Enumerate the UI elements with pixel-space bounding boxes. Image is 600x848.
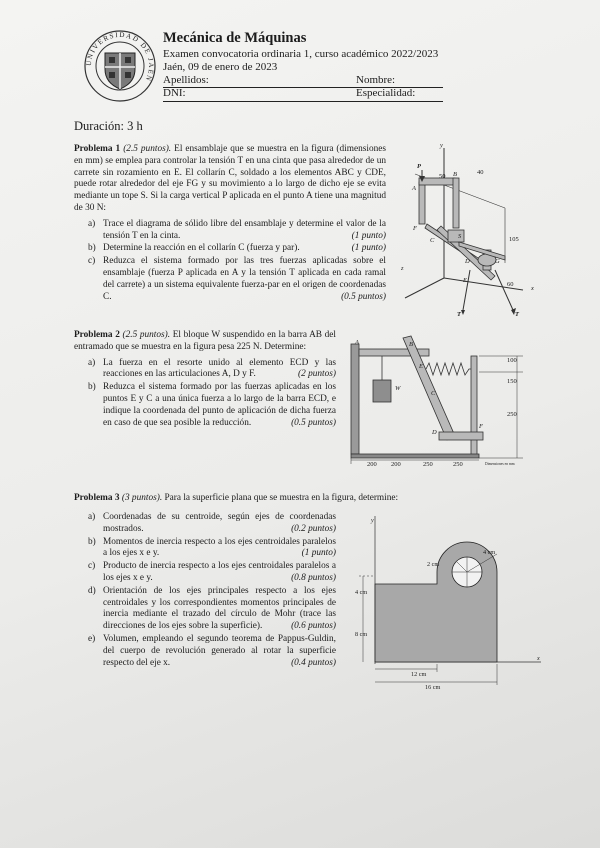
item-letter: c): [88, 561, 96, 572]
p2-dims-note: Dimensiones en mm: [485, 462, 515, 466]
p1-figure: [395, 138, 537, 318]
p1-item-c: [88, 256, 386, 303]
item-points: (0.2 puntos): [291, 523, 336, 534]
item-letter: b): [88, 243, 96, 254]
item-points: (1 punto): [301, 548, 336, 559]
item-text: Orientación de los ejes principales respecto a los ejes centroidales y los correspondientes momentos principales de inercia mediante el trazado del círculo de Mohr (trace las direcciones de los ejes sobre la superficie).: [103, 585, 336, 632]
item-letter: a): [88, 512, 96, 522]
p2-dim-200a: 200: [367, 461, 377, 468]
p1-dim-105: 105: [509, 236, 519, 243]
p1-dim-50: 50: [439, 173, 446, 180]
p2-items: [74, 358, 336, 430]
p2-item-a: [88, 358, 336, 382]
item-letter: b): [88, 536, 96, 547]
p3-item-c: [88, 561, 336, 585]
p1-points: (2.5 puntos).: [123, 144, 172, 154]
p2-points: (2.5 puntos).: [122, 330, 171, 340]
p2-figure: [343, 332, 538, 472]
problem-3: [74, 493, 474, 505]
p1-label: Problema 1: [74, 144, 121, 154]
p1-label-E: E: [463, 277, 467, 284]
problem-1: [74, 144, 386, 304]
p1-label-B: B: [453, 171, 457, 178]
p3-figure: [345, 512, 545, 694]
item-text: Reduzca el sistema formado por las tres fuerzas aplicadas sobre el ensamblaje (fuerza P aplicada en A y la tensión T aplicada en cada ramal del carrete) a un sistema equivalente fuerza-par en el origen de coordenadas C.: [103, 256, 386, 302]
item-text: Trace el diagrama de sólido libre del ensamblaje y determine el valor de la tensión T en la cinta.: [103, 218, 386, 241]
p2-dim-100: 100: [507, 357, 517, 364]
item-text: Reduzca el sistema formado por las fuerzas aplicadas en los puntos E y C a una única fuerza a lo largo de la barra ECD, e indique la coordenada del punto de aplicación de dicha fuerza en caso de que sea posible la reducción.: [103, 382, 336, 428]
item-points: (0.5 puntos): [291, 417, 336, 428]
p1-dim-60: 60: [507, 281, 514, 288]
nombre-label: Nombre:: [356, 74, 396, 86]
p3-dim-r2: 2 cm: [427, 561, 440, 568]
item-text: Producto de inercia respecto a los ejes centroidales paralelos a los ejes x e y.: [103, 561, 336, 583]
p1-axis-z: z: [401, 265, 404, 272]
item-letter: b): [88, 382, 96, 393]
p1-label-D: D: [465, 258, 470, 265]
seal-text: UNIVERSIDAD DE JAÉN: [84, 30, 156, 84]
p2-label-B: B: [409, 341, 413, 348]
p3-label: Problema 3: [74, 493, 120, 503]
p1-label-T2: T: [515, 311, 519, 318]
item-points: (0.5 puntos): [341, 291, 386, 302]
item-points: (0.4 puntos): [291, 657, 336, 668]
p3-dim-h4: 4 cm: [355, 589, 368, 596]
p2-label-D: D: [432, 429, 437, 436]
item-points: (1 punto): [351, 243, 386, 254]
item-letter: a): [88, 357, 96, 368]
item-points: (1 punto): [351, 230, 386, 241]
university-seal: [83, 29, 157, 103]
p1-items: [74, 219, 386, 304]
p3-item-a: [88, 512, 336, 536]
p2-dim-150: 150: [507, 378, 517, 385]
item-points: (2 puntos): [298, 369, 336, 380]
p3-dim-r4: 4 cm: [483, 549, 496, 556]
exam-duration: Duración: 3 h: [74, 119, 143, 133]
p1-label-C: C: [430, 237, 435, 244]
p1-axis-x: x: [531, 285, 534, 292]
p2-dim-200b: 200: [391, 461, 401, 468]
p1-label-G: G: [495, 258, 500, 265]
item-text: La fuerza en el resorte unido al elemento ECD y las reacciones en las articulaciones A, D y F.: [103, 357, 336, 380]
p3-items: [88, 512, 336, 670]
p3-axis-y: y: [371, 517, 374, 524]
p2-dim-250b: 250: [453, 461, 463, 468]
item-letter: e): [88, 633, 96, 644]
p3-item-b: [88, 537, 336, 561]
p1-dim-40: 40: [477, 169, 484, 176]
p2-label-C: C: [431, 390, 436, 397]
p1-item-b: [88, 243, 386, 255]
p3-item-d: [88, 586, 336, 633]
especialidad-label: Especialidad:: [356, 87, 416, 99]
dni-label: DNI:: [163, 87, 186, 99]
p3-dim-h8: 8 cm: [355, 631, 368, 638]
p3-axis-x: x: [537, 655, 540, 662]
p2-item-b: [88, 382, 336, 429]
p3-points: (3 puntos).: [121, 493, 163, 503]
p1-label-T1: T: [457, 311, 461, 318]
p1-label-S: S: [458, 233, 462, 240]
p2-dim-250: 250: [507, 411, 517, 418]
p3-text: Para la superficie plana que se muestra en la figura, determine:: [164, 493, 399, 503]
item-text: Coordenadas de su centroide, según ejes de coordenadas mostrados.: [103, 512, 336, 534]
apellidos-label: Apellidos:: [163, 74, 209, 86]
item-letter: a): [88, 218, 96, 229]
p2-label-W: W: [395, 385, 401, 392]
p1-label-A: A: [412, 185, 416, 192]
item-letter: d): [88, 585, 96, 596]
item-text: Determine la reacción en el collarín C (fuerza y par).: [103, 243, 300, 254]
item-text: Volumen, empleando el segundo teorema de Pappus-Guldin, del cuerpo de revolución generado al rotar la superficie respecto del eje x.: [103, 633, 336, 668]
p3-item-e: [88, 634, 336, 669]
p2-text: El bloque W suspendido en la barra AB del entramado que se muestra en la figura pesa 225 N. Determine:: [74, 330, 336, 352]
p1-axis-y: y: [440, 142, 443, 149]
exam-title: Examen convocatoria ordinaria 1, curso académico 2022/2023: [163, 48, 439, 60]
exam-date: Jaén, 09 de enero de 2023: [163, 61, 278, 73]
p2-label-E: E: [419, 363, 423, 370]
p2-label-F: F: [479, 423, 483, 430]
item-points: (0.6 puntos): [291, 621, 336, 632]
p2-label: Problema 2: [74, 330, 120, 340]
item-letter: c): [88, 256, 96, 267]
p2-dim-250a: 250: [423, 461, 433, 468]
problem-2: [74, 330, 336, 430]
p1-text: El ensamblaje que se muestra en la figura (dimensiones en mm) se emplea para controlar la tensión T en una cinta que pasa alrededor de un carrete sin rozamiento en E. El collarín C, soldado a los elementos ABC y CDE, puede rotar alrededor del eje FG y su movimiento a lo largo de dicho eje se evita mediante un tope S. Si la carga vertical P aplicada en el punto A tiene una magnitud de 30 N:: [74, 144, 387, 213]
p3-dim-w12: 12 cm: [411, 671, 427, 678]
course-title: Mecánica de Máquinas: [163, 30, 307, 46]
p1-label-F: F: [413, 225, 417, 232]
p1-label-P: P: [417, 163, 421, 170]
p1-item-a: [88, 219, 386, 243]
item-points: (0.8 puntos): [291, 572, 336, 583]
item-text: Momentos de inercia respecto a los ejes centroidales paralelos a los ejes x e y.: [103, 536, 336, 559]
p2-label-A: A: [355, 339, 359, 346]
p3-dim-w16: 16 cm: [425, 684, 441, 691]
